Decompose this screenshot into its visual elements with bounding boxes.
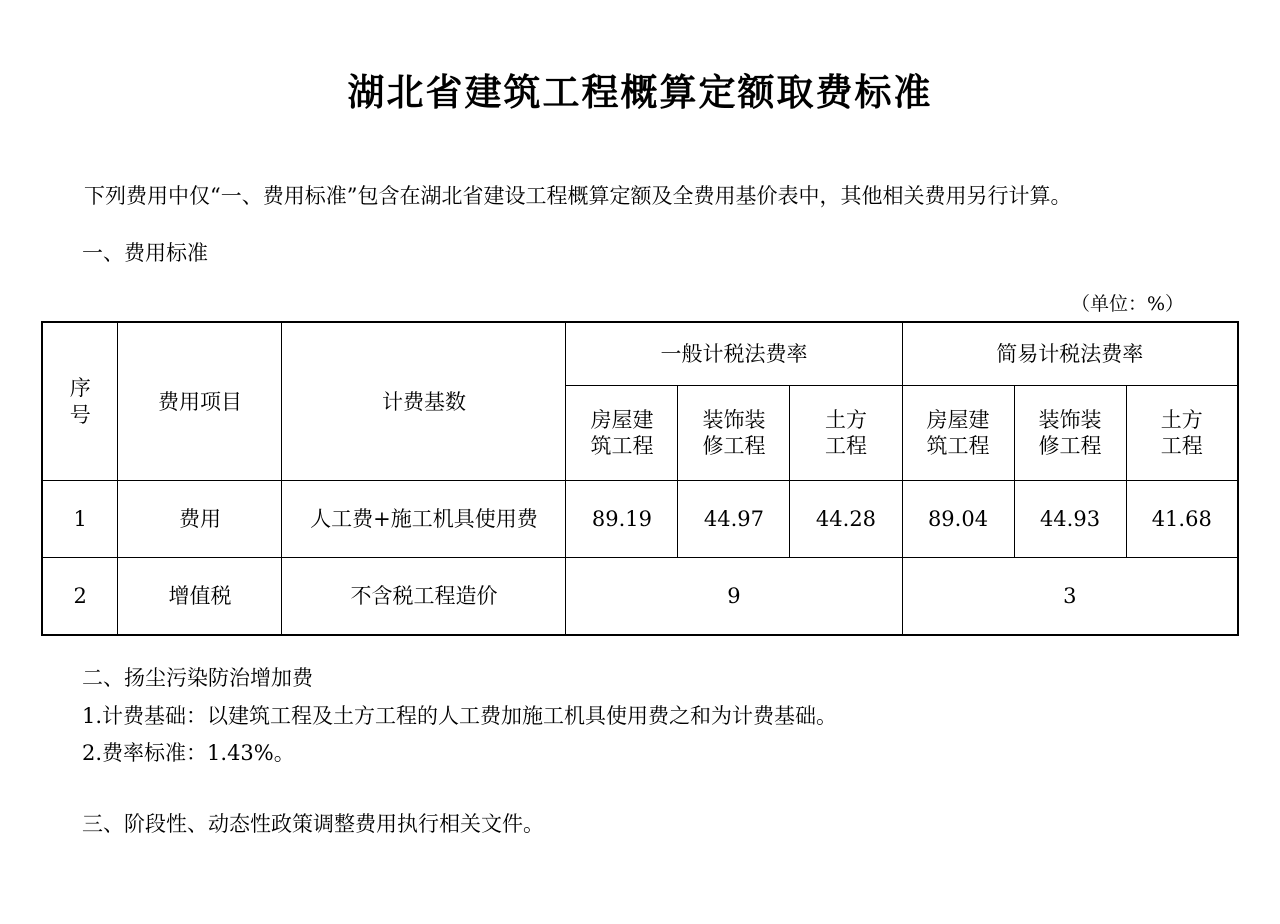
header-group-general: 一般计税法费率 bbox=[566, 322, 902, 386]
header-general-decoration: 装饰装 修工程 bbox=[678, 386, 790, 481]
cell-item: 增值税 bbox=[118, 558, 282, 636]
cell-item: 费用 bbox=[118, 481, 282, 558]
header-simple-building: 房屋建 筑工程 bbox=[902, 386, 1014, 481]
fee-standard-table bbox=[41, 321, 1239, 636]
cell-simple-earthwork: 41.68 bbox=[1126, 481, 1238, 558]
cell-base: 不含税工程造价 bbox=[282, 558, 566, 636]
intro-paragraph: 下列费用中仅“一、费用标准”包含在湖北省建设工程概算定额及全费用基价表中，其他相关费用另行计算。 bbox=[84, 184, 1072, 208]
cell-general-decoration: 44.97 bbox=[678, 481, 790, 558]
header-general-building: 房屋建 筑工程 bbox=[566, 386, 678, 481]
section-one-heading: 一、费用标准 bbox=[82, 241, 208, 266]
table-header-row-1 bbox=[42, 322, 1238, 386]
unit-note: （单位：%） bbox=[1070, 293, 1184, 316]
header-group-simple: 简易计税法费率 bbox=[902, 322, 1238, 386]
cell-general-earthwork: 44.28 bbox=[790, 481, 902, 558]
header-base: 计费基数 bbox=[282, 322, 566, 481]
cell-seq: 1 bbox=[42, 481, 118, 558]
cell-seq: 2 bbox=[42, 558, 118, 636]
table-row bbox=[42, 558, 1238, 636]
cell-simple-decoration: 44.93 bbox=[1014, 481, 1126, 558]
cell-general-merged: 9 bbox=[566, 558, 902, 636]
cell-simple-merged: 3 bbox=[902, 558, 1238, 636]
cell-simple-building: 89.04 bbox=[902, 481, 1014, 558]
section-two-line2: 2.费率标准：1.43%。 bbox=[82, 740, 295, 765]
header-seq-label-2: 号 bbox=[69, 402, 91, 427]
header-simple-earthwork: 土方 工程 bbox=[1126, 386, 1238, 481]
page-title: 湖北省建筑工程概算定额取费标准 bbox=[347, 71, 933, 114]
section-two-heading: 二、扬尘污染防治增加费 bbox=[82, 666, 313, 691]
cell-base: 人工费+施工机具使用费 bbox=[282, 481, 566, 558]
header-seq-label: 序 bbox=[69, 376, 91, 401]
cell-general-building: 89.19 bbox=[566, 481, 678, 558]
header-simple-decoration: 装饰装 修工程 bbox=[1014, 386, 1126, 481]
section-two-line1: 1.计费基础：以建筑工程及土方工程的人工费加施工机具使用费之和为计费基础。 bbox=[82, 703, 838, 728]
table-row bbox=[42, 481, 1238, 558]
section-three-heading: 三、阶段性、动态性政策调整费用执行相关文件。 bbox=[82, 812, 544, 837]
header-general-earthwork: 土方 工程 bbox=[790, 386, 902, 481]
header-seq bbox=[42, 322, 118, 481]
header-item: 费用项目 bbox=[118, 322, 282, 481]
